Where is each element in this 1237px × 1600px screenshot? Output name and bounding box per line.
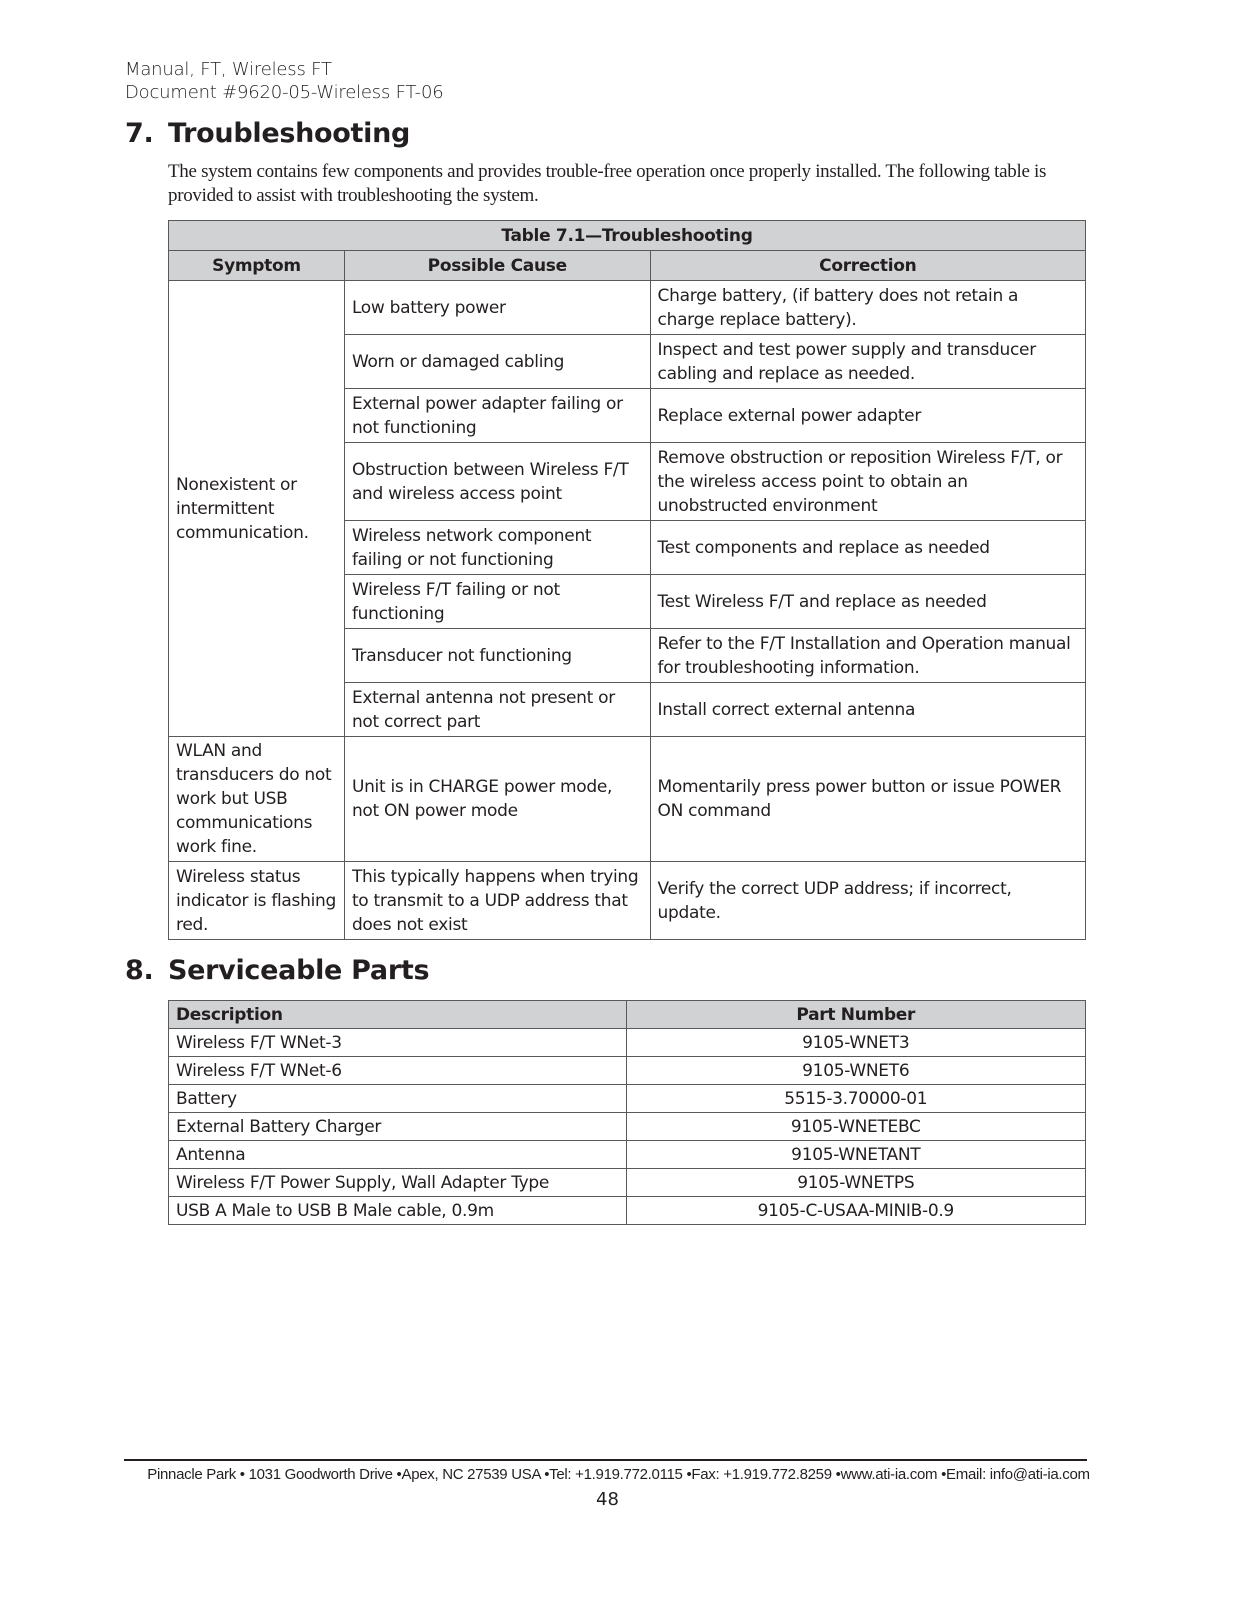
footer-address: Pinnacle Park • 1031 Goodworth Drive •Apex, NC 27539 USA •Tel: +1.919.772.0115 •Fax: +1.919.772.8259 •www.ati-ia.com •Email: info@ati-ia.com [147,1466,1090,1483]
description-cell: Wireless F/T WNet-6 [169,1057,627,1085]
correction-cell: Remove obstruction or reposition Wireless F/T, or the wireless access point to obtain an unobstructed environment [650,443,1085,521]
description-cell: USB A Male to USB B Male cable, 0.9m [169,1197,627,1225]
table-row [169,1029,1086,1057]
table-caption: Table 7.1—Troubleshooting [169,221,1086,251]
section-number: 7. [125,118,154,149]
part-number-cell: 5515-3.70000-01 [626,1085,1085,1113]
description-cell: Wireless F/T WNet-3 [169,1029,627,1057]
column-header-description: Description [169,1001,627,1029]
cause-cell: Low battery power [344,281,650,335]
symptom-cell: Nonexistent or intermittent communication. [169,281,345,737]
document-header [125,58,443,104]
correction-cell: Verify the correct UDP address; if incorrect, update. [650,862,1085,940]
page-number: 48 [596,1489,619,1510]
section-title: Troubleshooting [168,118,411,149]
description-cell: External Battery Charger [169,1113,627,1141]
cause-cell: Unit is in CHARGE power mode, not ON power mode [344,737,650,862]
description-cell: Battery [169,1085,627,1113]
correction-cell: Test Wireless F/T and replace as needed [650,575,1085,629]
header-manual-title: Manual, FT, Wireless FT [125,59,332,80]
symptom-cell: Wireless status indicator is flashing red. [169,862,345,940]
intro-paragraph: The system contains few components and provides trouble-free operation once properly installed. The following table is provided to assist with troubleshooting the system. [168,161,1047,206]
cause-cell: External power adapter failing or not functioning [344,389,650,443]
correction-cell: Momentarily press power button or issue POWER ON command [650,737,1085,862]
table-row [169,862,1086,940]
section-8-heading [125,955,429,986]
correction-cell: Inspect and test power supply and transducer cabling and replace as needed. [650,335,1085,389]
part-number-cell: 9105-WNETEBC [626,1113,1085,1141]
section-title: Serviceable Parts [168,955,430,986]
part-number-cell: 9105-WNETPS [626,1169,1085,1197]
column-header-symptom: Symptom [169,251,345,281]
correction-cell: Charge battery, (if battery does not retain a charge replace battery). [650,281,1085,335]
column-header-correction: Correction [650,251,1085,281]
section-number: 8. [125,955,154,986]
cause-cell: Wireless F/T failing or not functioning [344,575,650,629]
description-cell: Wireless F/T Power Supply, Wall Adapter Type [169,1169,627,1197]
correction-cell: Refer to the F/T Installation and Operation manual for troubleshooting information. [650,629,1085,683]
column-header-cause: Possible Cause [344,251,650,281]
cause-cell: Worn or damaged cabling [344,335,650,389]
symptom-cell: WLAN and transducers do not work but USB communications work fine. [169,737,345,862]
cause-cell: Transducer not functioning [344,629,650,683]
section-7-heading [125,118,410,149]
part-number-cell: 9105-C-USAA-MINIB-0.9 [626,1197,1085,1225]
table-row [169,1085,1086,1113]
part-number-cell: 9105-WNET6 [626,1057,1085,1085]
troubleshooting-table [168,220,1086,940]
cause-cell: External antenna not present or not correct part [344,683,650,737]
cause-cell: Obstruction between Wireless F/T and wireless access point [344,443,650,521]
part-number-cell: 9105-WNET3 [626,1029,1085,1057]
cause-cell: Wireless network component failing or not functioning [344,521,650,575]
cause-cell: This typically happens when trying to transmit to a UDP address that does not exist [344,862,650,940]
table-row [169,737,1086,862]
table-row [169,1113,1086,1141]
column-header-part-number: Part Number [626,1001,1085,1029]
table-row [169,281,1086,335]
header-document-number: Document #9620-05-Wireless FT-06 [125,82,444,103]
table-row [169,1141,1086,1169]
part-number-cell: 9105-WNETANT [626,1141,1085,1169]
correction-cell: Replace external power adapter [650,389,1085,443]
description-cell: Antenna [169,1141,627,1169]
correction-cell: Install correct external antenna [650,683,1085,737]
footer-divider [124,1459,1087,1461]
serviceable-parts-table [168,1000,1086,1225]
table-row [169,1057,1086,1085]
table-row [169,1169,1086,1197]
table-row [169,1197,1086,1225]
correction-cell: Test components and replace as needed [650,521,1085,575]
